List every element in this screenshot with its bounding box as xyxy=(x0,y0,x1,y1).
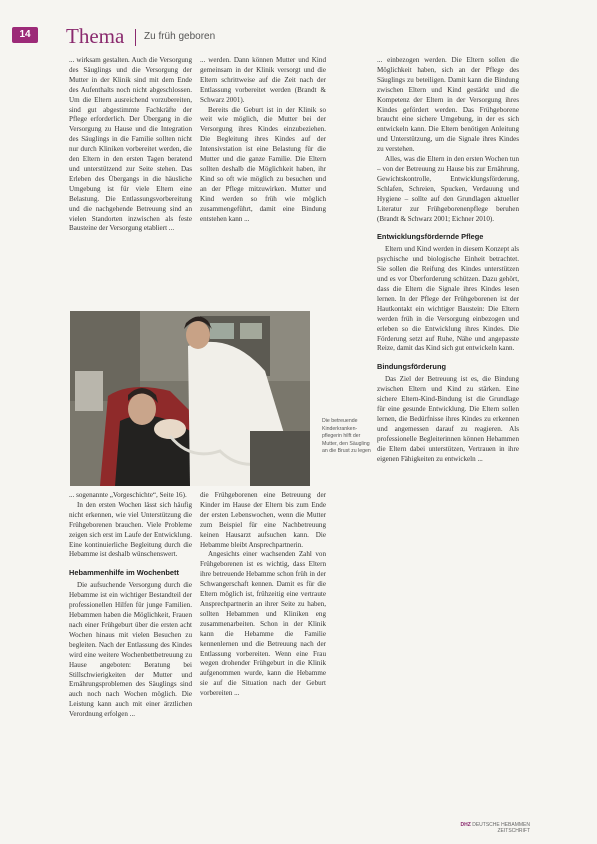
paragraph: Eltern und Kind werden in diesem Konzept als psychische und biologische Einheit betrachtet. Sie sollen die Reifung des Kindes unterstützen und es vor Überforderung schützen. Dazu gehört, dass die Eltern die Signale ihres Kindes lesen lernen. In der Pflege der Frühgeborenen ist der Hautkontakt ein wichtiger Baustein: Die Eltern werden früh in die Versorgung einbezogen und erleben so die Entwicklung ihres Kindes. Die Förderung setzt auf Ruhe, Nähe und angepasste Reize, damit das Kind sich gut entwickeln kann. xyxy=(377,245,519,353)
paragraph: ... werden. Dann können Mutter und Kind gemeinsam in der Klinik versorgt und die Eltern schrittweise auf die Zeit nach der Entlassung vorbereitet werden (Brandt & Schwarz 2001). xyxy=(200,56,326,104)
paragraph: In den ersten Wochen lässt sich häufig nicht erkennen, wie viel Unterstützung die Frühgeborenen brauchen. Viele Probleme zeigen sich erst im Laufe der Entwicklung. Eine kontinuierliche Begleitung durch die Hebamme ist deshalb wünschenswert. xyxy=(69,500,192,559)
photo-nurse-mother-infant xyxy=(70,311,310,486)
paragraph: Alles, was die Eltern in den ersten Wochen tun – von der Betreuung zu Hause bis zur Ernährung, Gewichtskontrolle, Entwicklungsförderung, Schlafen, Schreien, Spucken, Verdauung und Hygiene – sollte auf den Grundlagen aktueller Literatur zur Frühgeborenenpflege beruhen (Brandt & Schwarz 2001; Eichner 2010). xyxy=(377,155,519,223)
paragraph: ... sogenannte „Vorgeschichte“, Seite 16). xyxy=(69,491,187,499)
article-column-1-top xyxy=(69,56,192,306)
title-separator xyxy=(135,29,136,46)
photo-caption: Die betreuende Kinderkranken-pflegerin hilft der Mutter, den Säugling an die Brust zu legen xyxy=(322,418,371,455)
article-photo xyxy=(70,311,310,486)
section-title: Thema xyxy=(66,24,125,48)
paragraph: Bereits die Geburt ist in der Klinik so weit wie möglich, die Mutter bei der Versorgung ihres Kindes einzubeziehen. Die Begleitung ihres Kindes auf der Intensivstation ist eine Belastung für die Mutter und die ganze Familie. Die Eltern sollten deshalb die Möglichkeit haben, ihr Kind so oft wie möglich zu besuchen und an der Pflege mitzuwirken. Mutter und Kind werden so früh wie möglich zusammengeführt, damit eine Bindung entstehen kann ... xyxy=(200,105,326,223)
article-column-1-bottom xyxy=(69,491,192,814)
page-number-badge: 14 xyxy=(12,27,38,43)
footer-text: DEUTSCHE HEBAMMEN ZEITSCHRIFT xyxy=(472,822,530,834)
subheading-entwicklungsfoerdernde-pflege: Entwicklungsfördernde Pflege xyxy=(377,232,484,242)
subheading-bindungsfoerderung: Bindungsförderung xyxy=(377,362,446,372)
paragraph: ... einbezogen werden. Die Eltern sollen die Möglichkeit haben, sich an der Pflege des Säuglings zu beteiligen. Damit kann die Bindung zwischen Eltern und Kind gestärkt und die Kompetenz der Eltern in der Versorgung ihres Kindes gefördert werden. Das Frühgeborene braucht eine sichere Umgebung, in der es sich entwickeln kann. Die Eltern benötigen Anleitung und Unterstützung, um die Signale ihres Kindes zu verstehen. xyxy=(377,56,519,154)
paragraph: Angesichts einer wachsenden Zahl von Frühgeborenen ist es wichtig, dass Eltern ihre betreuende Hebamme schon früh in der Schwangerschaft kennen. Damit es für die Eltern möglich ist, frühzeitig eine vertraute Ansprechpartnerin an ihrer Seite zu haben, sollten Hebammen und Kliniken eng zusammenarbeiten. Schon in der Klinik kann die Hebamme die Familie kennenlernen und die Betreuung nach der Entlassung vorbereiten. Wenn eine Frau wegen drohender Frühgeburt in die Klinik aufgenommen wurde, kann die Hebamme sie auf die Situation nach der Geburt vorbereiten ... xyxy=(200,550,326,698)
paragraph: ... wirksam gestalten. Auch die Versorgung des Säuglings und die Versorgung der Mutter in der Klinik sind mit dem Ende des Aufenthalts noch nicht abgeschlossen. Um die Eltern ausreichend vorzubereiten, sind gut abgestimmte Fachkräfte der Pflege erforderlich. Der Übergang in die Versorgung zu Hause und die Integration des Säuglings in die Familie sollten nicht nur durch Kliniken vorbereitet werden, die den Eltern in den ersten Tagen beratend und unterstützend zur Seite stehen. Das Erleben des Übergangs in die häusliche Umgebung ist für viele Eltern eine Belastung. Die Entlassungsvorbereitung und die nachgehende Betreuung sind an vielen Standorten inzwischen als feste Bausteine der Versorgung etabliert ... xyxy=(69,56,192,233)
article-column-2-bottom xyxy=(200,491,326,814)
paragraph: Das Ziel der Betreuung ist es, die Bindung zwischen Eltern und Kind zu stärken. Eine sichere Eltern-Kind-Bindung ist die Grundlage für eine gesunde Entwicklung. Die Eltern sollen lernen, die Bedürfnisse ihres Kindes zu erkennen und angemessen darauf zu reagieren. Als professionelle Begleiterinnen können Hebammen die Eltern dabei unterstützen, Vertrauen in ihre eigenen Fähigkeiten zu entwickeln ... xyxy=(377,375,519,463)
footer-brand: DHZ xyxy=(460,822,471,828)
paragraph: die Frühgeborenen eine Betreuung der Kinder im Hause der Eltern bis zum Ende der ersten Lebenswochen, wenn die Mutter zum Beispiel für eine Nachbetreuung keinen Hausarzt aufsuchen kann. Die Hebamme bleibt Ansprechpartnerin. xyxy=(200,491,326,549)
article-column-3 xyxy=(377,56,519,820)
paragraph: Die aufsuchende Versorgung durch die Hebamme ist ein wichtiger Bestandteil der professionellen Hilfen für junge Familien. Hebammen haben die Möglichkeit, Frauen nach einer Frühgeburt über die ersten acht Wochen hinaus mit vielen Besuchen zu begleiten. Nach der Entlassung des Kindes wird eine weitere Wochenbettbetreuung zu Hause angeboten: Beratung bei Stillschwierigkeiten der Mutter und Ernährungsproblemen des Säuglings sind auch noch nach Wochen möglich. Die Leistung kann auch mit einer ärztlichen Verordnung erfolgen ... xyxy=(69,581,192,719)
subheading-hebammenhilfe: Hebammenhilfe im Wochenbett xyxy=(69,568,179,578)
page-footer xyxy=(430,822,530,834)
section-subtitle: Zu früh geboren xyxy=(144,31,216,42)
article-column-2-top xyxy=(200,56,326,306)
